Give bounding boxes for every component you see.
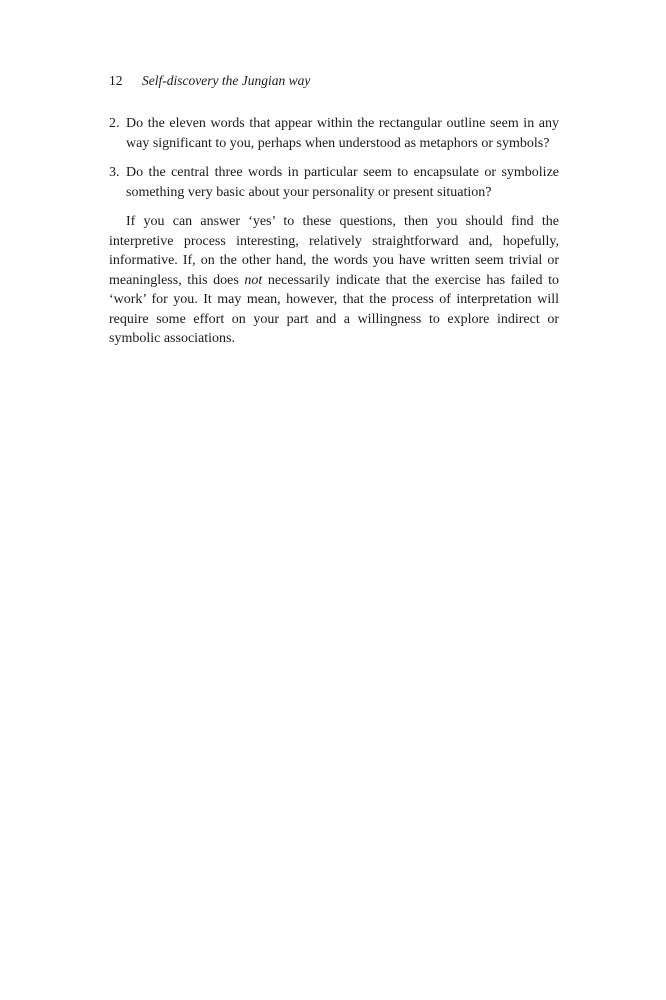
list-item-text: Do the central three words in particular seem to encapsulate or symbolize something very basic about your personality or present situation? <box>126 165 559 200</box>
emphasis-not: not <box>244 272 263 288</box>
list-item-text: Do the eleven words that appear within the rectangular outline seem in any way significant to you, perhaps when understood as metaphors or symbols? <box>126 116 559 151</box>
book-title: Self-discovery the Jungian way <box>142 73 311 88</box>
page-number: 12 <box>109 73 123 88</box>
paragraph-text-end: necessarily indicate that the exercise has failed to ‘work’ for you. It may mean, however, that the process of interpretation will require some effort on your part and a willingness to explore indirect or symbolic associations. <box>109 272 559 346</box>
running-head <box>109 72 559 90</box>
list-item <box>109 163 559 202</box>
book-page <box>109 72 559 349</box>
list-item <box>109 114 559 153</box>
list-item-number: 2. <box>109 116 120 131</box>
body-paragraph <box>109 212 559 349</box>
list-item-number: 3. <box>109 165 120 180</box>
question-list <box>109 114 559 202</box>
paragraph-text-start: If you can answer ‘yes’ to these questions, then you should find the interpretive process interesting, relatively straightforward and, hopefully, informative. If, on the other hand, the words you have written seem trivial or meaningless, this does <box>109 214 559 288</box>
